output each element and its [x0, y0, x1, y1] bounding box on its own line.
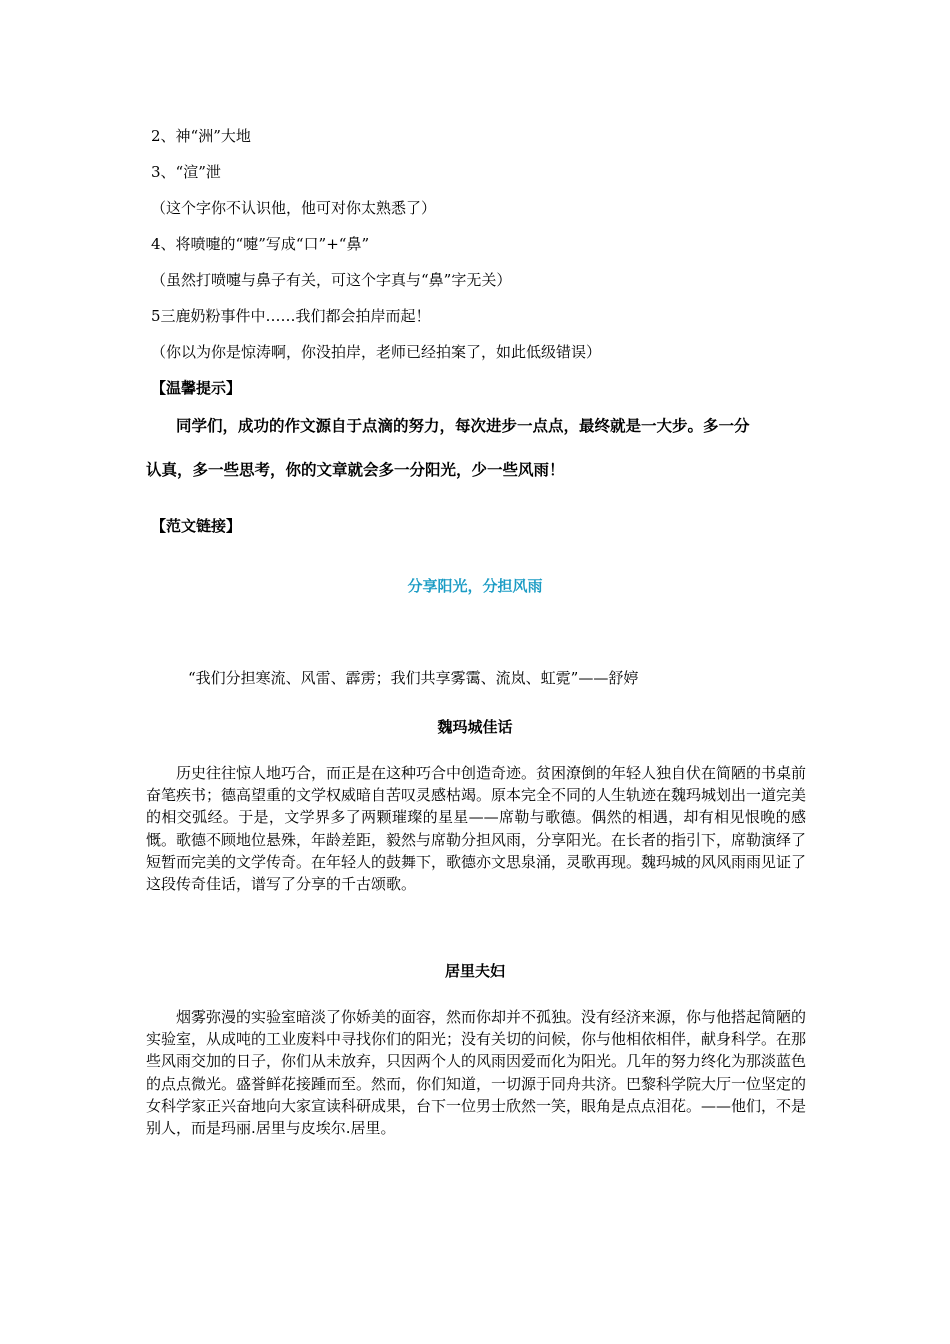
essay-epigraph: “我们分担寒流、风雷、霹雳；我们共享雾霭、流岚、虹霓”——舒婷 — [188, 669, 639, 687]
list-item-3: 3、“渲”泄 — [151, 163, 221, 181]
essay-title: 分享阳光，分担风雨 — [407, 577, 543, 595]
tip-text-line-1: 同学们，成功的作文源自于点滴的努力，每次进步一点点，最终就是一大步。多一分 — [176, 416, 750, 435]
list-note-3: （这个字你不认识他，他可对你太熟悉了） — [151, 199, 437, 217]
list-note-4: （虽然打喷嚏与鼻子有关，可这个字真与“鼻”字无关） — [151, 271, 512, 289]
section-body: 烟雾弥漫的实验室暗淡了你娇美的面容，然而你却并不孤独。没有经济来源，你与他搭起简陋的实验室，从成吨的工业废料中寻找你们的阳光；没有关切的问候，你与他相依相伴，献身科学。在那些风雨交加的日子，你们从未放弃，只因两个人的风雨因爱而化为阳光。几年的努力终化为那淡蓝色的点点微光。盛誉鲜花接踵而至。然而，你们知道，一切源于同舟共济。巴黎科学院大厅一位坚定的女科学家正兴奋地向大家宣读科研成果，台下一位男士欣然一笑，眼角是点点泪花。——他们，不是别人，而是玛丽.居里与皮埃尔.居里。 — [146, 1008, 807, 1138]
tip-text-line-2: 认真，多一些思考，你的文章就会多一分阳光，少一些风雨！ — [146, 460, 565, 479]
section-body: 历史往往惊人地巧合，而正是在这种巧合中创造奇迹。贫困潦倒的年轻人独自伏在简陋的书桌前奋笔疾书；德高望重的文学权威暗自苦叹灵感枯竭。原本完全不同的人生轨迹在魏玛城划出一道完美的相交弧经。于是，文学界多了两颗璀璨的星星——席勒与歌德。偶然的相遇，却有相见恨晚的感慨。歌德不顾地位悬殊，年龄差距，毅然与席勒分担风雨，分享阳光。在长者的指引下，席勒演绎了短暂而完美的文学传奇。在年轻人的鼓舞下，歌德亦文思泉涌，灵歌再现。魏玛城的风风雨雨见证了这段传奇佳话，谱写了分享的千古颂歌。 — [146, 764, 807, 894]
essay-heading: 【范文链接】 — [151, 517, 242, 535]
tip-heading: 【温馨提示】 — [151, 379, 242, 397]
list-item-2: 2、神“洲”大地 — [151, 127, 251, 145]
section-title: 魏玛城佳话 — [437, 718, 513, 736]
list-item-5: 5三鹿奶粉事件中……我们都会拍岸而起！ — [151, 307, 431, 325]
section-title: 居里夫妇 — [444, 962, 505, 980]
list-item-4: 4、将喷嚏的“嚏”写成“口”+“鼻” — [151, 235, 370, 253]
list-note-5: （你以为你是惊涛啊，你没拍岸，老师已经拍案了，如此低级错误） — [151, 343, 602, 361]
